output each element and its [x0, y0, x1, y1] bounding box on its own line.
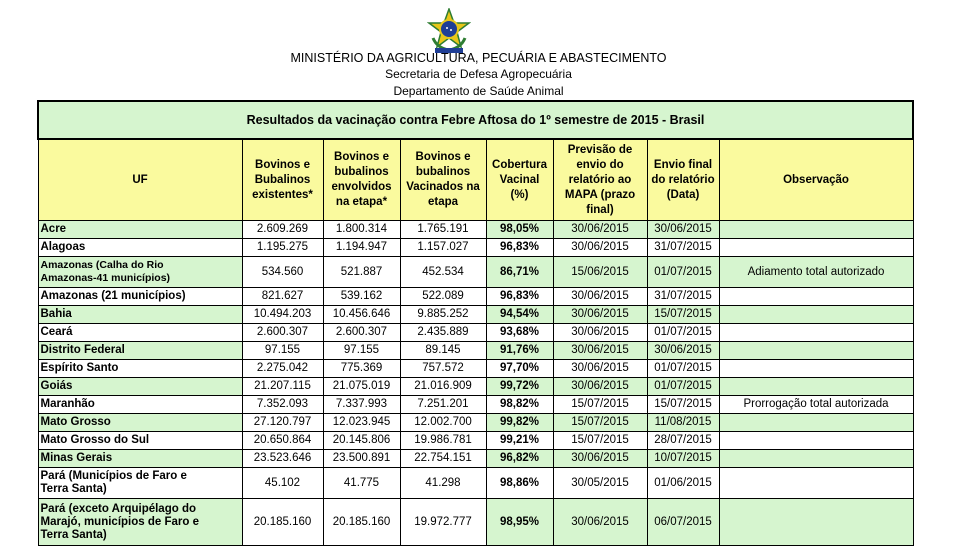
table-row [38, 414, 913, 432]
cell-vacinados: 89.145 [400, 342, 486, 360]
cell-observacao [719, 221, 913, 239]
cell-observacao [719, 324, 913, 342]
cell-cobertura: 98,95% [486, 499, 553, 546]
cell-existentes: 20.650.864 [242, 432, 323, 450]
cell-cobertura: 98,86% [486, 468, 553, 499]
cell-uf: Acre [38, 221, 242, 239]
cell-previsao: 30/06/2015 [553, 342, 647, 360]
cell-envio: 01/06/2015 [647, 468, 719, 499]
cell-uf: Pará (exceto Arquipélago do Marajó, municípios de Faro e Terra Santa) [38, 499, 242, 546]
cell-uf: Pará (Municípios de Faro e Terra Santa) [38, 468, 242, 499]
cell-vacinados: 41.298 [400, 468, 486, 499]
cell-envolvidos: 10.456.646 [323, 306, 400, 324]
cell-cobertura: 96,82% [486, 450, 553, 468]
cell-uf: Mato Grosso do Sul [38, 432, 242, 450]
cell-existentes: 2.275.042 [242, 360, 323, 378]
cell-vacinados: 1.157.027 [400, 239, 486, 257]
table-row [38, 360, 913, 378]
cell-previsao: 30/06/2015 [553, 324, 647, 342]
cell-vacinados: 757.572 [400, 360, 486, 378]
column-header-uf: UF [38, 139, 242, 221]
cell-previsao: 30/06/2015 [553, 378, 647, 396]
cell-previsao: 30/06/2015 [553, 499, 647, 546]
cell-envio: 28/07/2015 [647, 432, 719, 450]
cell-existentes: 2.609.269 [242, 221, 323, 239]
cell-envolvidos: 2.600.307 [323, 324, 400, 342]
column-header-envolvidos: Bovinos e bubalinos envolvidos na etapa* [323, 139, 400, 221]
cell-envolvidos: 1.194.947 [323, 239, 400, 257]
cell-cobertura: 99,21% [486, 432, 553, 450]
cell-envio: 15/07/2015 [647, 396, 719, 414]
cell-observacao [719, 239, 913, 257]
cell-vacinados: 21.016.909 [400, 378, 486, 396]
cell-previsao: 30/05/2015 [553, 468, 647, 499]
cell-observacao [719, 468, 913, 499]
cell-observacao [719, 414, 913, 432]
cell-vacinados: 1.765.191 [400, 221, 486, 239]
table-row [38, 221, 913, 239]
cell-envio: 30/06/2015 [647, 221, 719, 239]
cell-cobertura: 91,76% [486, 342, 553, 360]
cell-observacao [719, 306, 913, 324]
cell-uf: Alagoas [38, 239, 242, 257]
table-row [38, 288, 913, 306]
cell-observacao [719, 499, 913, 546]
cell-previsao: 30/06/2015 [553, 239, 647, 257]
cell-uf: Ceará [38, 324, 242, 342]
table-row [38, 306, 913, 324]
cell-existentes: 7.352.093 [242, 396, 323, 414]
cell-vacinados: 12.002.700 [400, 414, 486, 432]
cell-uf: Bahia [38, 306, 242, 324]
column-header-existentes: Bovinos e Bubalinos existentes* [242, 139, 323, 221]
cell-cobertura: 93,68% [486, 324, 553, 342]
cell-previsao: 30/06/2015 [553, 450, 647, 468]
cell-cobertura: 86,71% [486, 257, 553, 288]
cell-envio: 15/07/2015 [647, 306, 719, 324]
cell-cobertura: 99,72% [486, 378, 553, 396]
cell-cobertura: 94,54% [486, 306, 553, 324]
cell-previsao: 30/06/2015 [553, 221, 647, 239]
cell-existentes: 27.120.797 [242, 414, 323, 432]
cell-previsao: 15/07/2015 [553, 414, 647, 432]
cell-envolvidos: 20.185.160 [323, 499, 400, 546]
cell-envio: 30/06/2015 [647, 342, 719, 360]
column-header-previsao: Previsão de envio do relatório ao MAPA (prazo final) [553, 139, 647, 221]
cell-envolvidos: 23.500.891 [323, 450, 400, 468]
cell-existentes: 20.185.160 [242, 499, 323, 546]
cell-cobertura: 98,82% [486, 396, 553, 414]
cell-envolvidos: 97.155 [323, 342, 400, 360]
table-title: Resultados da vacinação contra Febre Aftosa do 1º semestre de 2015 - Brasil [38, 101, 913, 139]
cell-cobertura: 96,83% [486, 288, 553, 306]
cell-previsao: 30/06/2015 [553, 360, 647, 378]
brazil-coat-of-arms-emblem [427, 8, 471, 54]
ministry-heading: MINISTÉRIO DA AGRICULTURA, PECUÁRIA E ABASTECIMENTO [290, 51, 667, 65]
cell-observacao: Prorrogação total autorizada [719, 396, 913, 414]
cell-envolvidos: 521.887 [323, 257, 400, 288]
department-heading: Departamento de Saúde Animal [393, 84, 564, 98]
cell-uf: Maranhão [38, 396, 242, 414]
cell-envio: 01/07/2015 [647, 324, 719, 342]
cell-envolvidos: 41.775 [323, 468, 400, 499]
cell-vacinados: 2.435.889 [400, 324, 486, 342]
cell-envolvidos: 539.162 [323, 288, 400, 306]
table-row [38, 257, 913, 288]
table-row [38, 342, 913, 360]
cell-vacinados: 22.754.151 [400, 450, 486, 468]
cell-observacao [719, 450, 913, 468]
cell-existentes: 2.600.307 [242, 324, 323, 342]
cell-existentes: 534.560 [242, 257, 323, 288]
cell-cobertura: 99,82% [486, 414, 553, 432]
cell-envio: 06/07/2015 [647, 499, 719, 546]
column-header-envio: Envio final do relatório (Data) [647, 139, 719, 221]
cell-envolvidos: 21.075.019 [323, 378, 400, 396]
cell-uf: Distrito Federal [38, 342, 242, 360]
cell-uf: Goiás [38, 378, 242, 396]
cell-observacao [719, 288, 913, 306]
cell-envolvidos: 1.800.314 [323, 221, 400, 239]
cell-observacao [719, 360, 913, 378]
cell-envolvidos: 775.369 [323, 360, 400, 378]
table-row [38, 499, 913, 546]
cell-existentes: 10.494.203 [242, 306, 323, 324]
table-row [38, 239, 913, 257]
column-header-cobertura: Cobertura Vacinal (%) [486, 139, 553, 221]
cell-vacinados: 19.986.781 [400, 432, 486, 450]
table-row [38, 396, 913, 414]
cell-cobertura: 98,05% [486, 221, 553, 239]
cell-envio: 01/07/2015 [647, 360, 719, 378]
cell-previsao: 30/06/2015 [553, 288, 647, 306]
cell-envio: 31/07/2015 [647, 288, 719, 306]
cell-previsao: 15/07/2015 [553, 432, 647, 450]
cell-envolvidos: 7.337.993 [323, 396, 400, 414]
cell-uf: Minas Gerais [38, 450, 242, 468]
column-header-vacinados: Bovinos e bubalinos Vacinados na etapa [400, 139, 486, 221]
cell-previsao: 15/06/2015 [553, 257, 647, 288]
table-row [38, 450, 913, 468]
cell-uf: Amazonas (Calha do Rio Amazonas-41 municípios) [38, 257, 242, 288]
cell-cobertura: 97,70% [486, 360, 553, 378]
cell-envolvidos: 12.023.945 [323, 414, 400, 432]
table-row [38, 378, 913, 396]
cell-envio: 11/08/2015 [647, 414, 719, 432]
cell-observacao [719, 432, 913, 450]
vaccination-results-table [37, 100, 914, 546]
cell-existentes: 97.155 [242, 342, 323, 360]
cell-vacinados: 19.972.777 [400, 499, 486, 546]
secretariat-heading: Secretaria de Defesa Agropecuária [385, 67, 572, 81]
cell-uf: Amazonas (21 municípios) [38, 288, 242, 306]
cell-existentes: 45.102 [242, 468, 323, 499]
table-row [38, 324, 913, 342]
cell-previsao: 15/07/2015 [553, 396, 647, 414]
cell-existentes: 1.195.275 [242, 239, 323, 257]
cell-observacao [719, 342, 913, 360]
table-row [38, 432, 913, 450]
cell-observacao: Adiamento total autorizado [719, 257, 913, 288]
cell-envio: 10/07/2015 [647, 450, 719, 468]
cell-envio: 31/07/2015 [647, 239, 719, 257]
cell-envio: 01/07/2015 [647, 257, 719, 288]
cell-cobertura: 96,83% [486, 239, 553, 257]
cell-previsao: 30/06/2015 [553, 306, 647, 324]
cell-vacinados: 9.885.252 [400, 306, 486, 324]
cell-vacinados: 7.251.201 [400, 396, 486, 414]
cell-uf: Mato Grosso [38, 414, 242, 432]
cell-envio: 01/07/2015 [647, 378, 719, 396]
table-row [38, 468, 913, 499]
cell-uf: Espírito Santo [38, 360, 242, 378]
cell-existentes: 23.523.646 [242, 450, 323, 468]
cell-vacinados: 452.534 [400, 257, 486, 288]
cell-existentes: 21.207.115 [242, 378, 323, 396]
cell-envolvidos: 20.145.806 [323, 432, 400, 450]
column-header-observacao: Observação [719, 139, 913, 221]
cell-existentes: 821.627 [242, 288, 323, 306]
cell-observacao [719, 378, 913, 396]
cell-vacinados: 522.089 [400, 288, 486, 306]
